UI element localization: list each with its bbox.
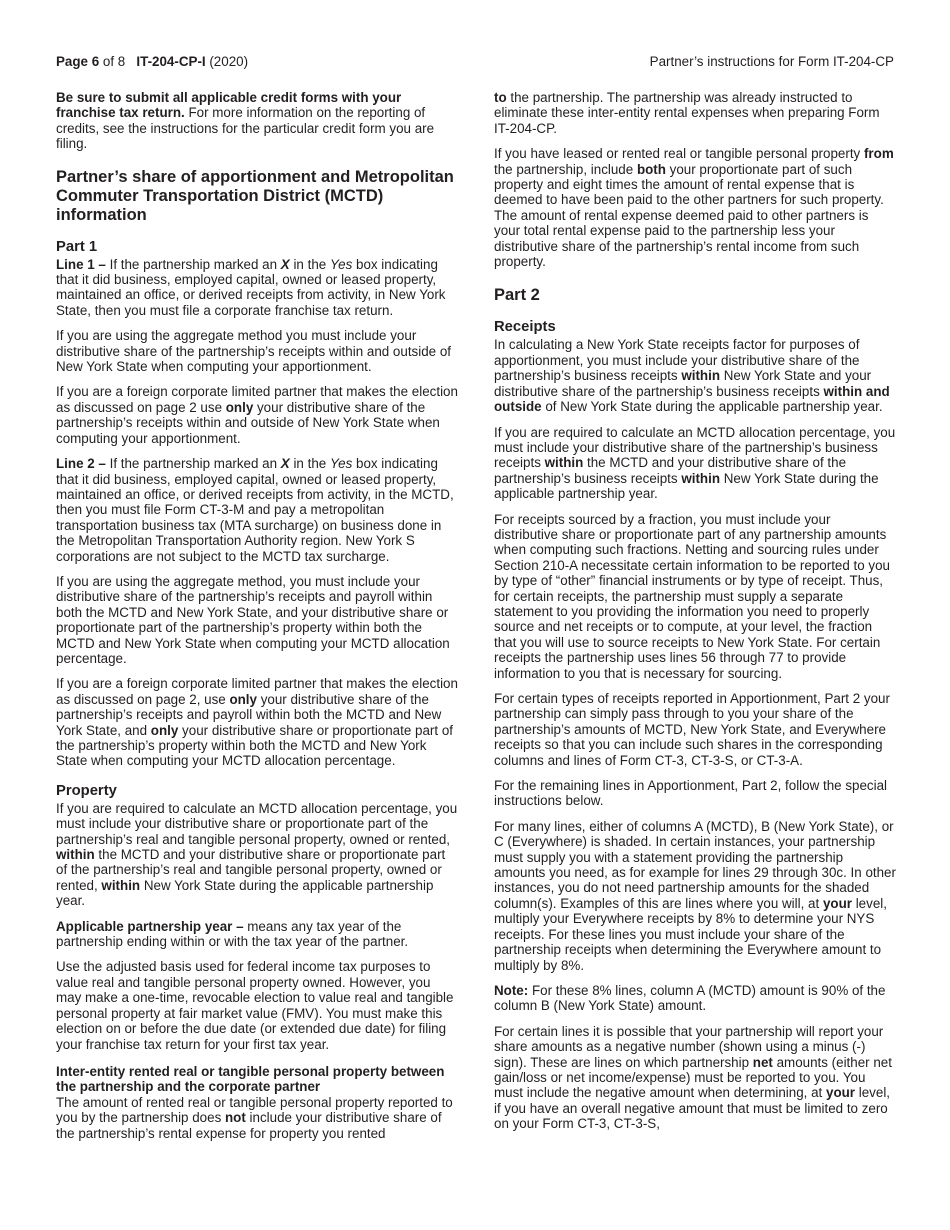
- property-title: Property: [56, 782, 117, 799]
- shaded-your: your: [822, 895, 852, 911]
- form-year: (2020): [205, 54, 249, 69]
- mctd-within-1: within: [544, 455, 584, 471]
- continuation-rest: the partnership. The partnership was already instructed to eliminate these inter-entity rental expenses when preparing Form IT-204-CP.: [494, 90, 880, 136]
- fraction-paragraph: For receipts sourced by a fraction, you must include your distributive share or proportionate part of any partnership amounts when computing such fractions. Netting and sourcing rules under Section 210-A necessitate certain information to be reported to you by type of “other” financial instruments or by type of receipt. Thus, for certain receipts, the partnership must supply a separate statement to you providing the information you need to properly source and net receipts or to compute, at your level, the fraction that you will use to source receipts to New York State. For certain receipts the partnership uses lines 56 through 77 to provide information to you that is necessary for sourcing.: [494, 511, 891, 681]
- page-of: of 8: [99, 54, 126, 69]
- line1-label: Line 1 –: [56, 256, 106, 272]
- types-paragraph: For certain types of receipts reported in Apportionment, Part 2 your partnership can simply pass through to you your share of the partnership’s amounts of MCTD, New York State, and Everywhere receipts so that you can include such shares in the corresponding columns and lines of Form CT-3, CT-3-S, or CT-3-A.: [494, 691, 890, 768]
- page-label: Page 6: [56, 54, 100, 69]
- line1-x-mark: X: [280, 256, 290, 272]
- aggregate2-paragraph: If you are using the aggregate method, you must include your distributive share of the partnership’s receipts and payroll within both the MCTD and New York State, and your distributive share or proportionate part of the partnership’s property within both the MCTD and New York State when computing your MCTD allocation percentage.: [56, 573, 450, 666]
- applicable-year-label: Applicable partnership year –: [56, 918, 244, 934]
- foreign2-paragraph: [56, 676, 458, 768]
- leased-text-a: If you have leased or rented real or tangible personal property: [494, 146, 864, 162]
- interentity-not: not: [224, 1110, 246, 1126]
- left-column: [56, 90, 458, 1151]
- interentity-paragraph: [56, 1095, 458, 1141]
- line1-text-a: If the partnership marked an: [105, 256, 281, 272]
- note-label: Note:: [494, 982, 529, 998]
- continuation-to: to: [494, 90, 507, 105]
- interentity-text-a: The amount of rented real or tangible personal property reported to you by the partnership does: [56, 1094, 453, 1126]
- property-text-b: the MCTD and your distributive share or proportionate part of the partnership’s real and tangible personal property, owned or rented,: [56, 847, 446, 893]
- receipts-within-outside: within and outside: [494, 383, 890, 415]
- receipts-text-c: of New York State during the applicable partnership year.: [541, 399, 883, 415]
- mctd-within-2: within: [681, 470, 721, 486]
- leased-text-c: your proportionate part of such property and eight times the amount of rental expense that is deemed to have been paid to the other partners for such property. The amount of rental expense deemed paid to other partners is your total rental expense paid to the partnership less your distributive share of the partnership’s rental income from such property.: [494, 161, 884, 270]
- property-text-c: New York State during the applicable partnership year.: [56, 877, 434, 909]
- mctd-text-a: If you are required to calculate an MCTD allocation percentage, you must include your distributive share of the partnership’s business receipts: [494, 424, 896, 471]
- interentity-text-b: include your distributive share of the partnership’s rental expense for property you rented: [56, 1110, 442, 1141]
- receipts-title: Receipts: [494, 319, 556, 336]
- adjusted-basis-paragraph: Use the adjusted basis used for federal income tax purposes to value real and tangible personal property owned. However, you may make a one-time, revocable election to value real and tangible personal property at fair market value (FMV). You must make this election on or before the due date (or extended due date) for filing your franchise tax return for your first tax year.: [56, 959, 454, 1052]
- property-within-1: within: [56, 847, 95, 863]
- receipts-text-b: New York State and your distributive share of the partnership’s business receipts: [494, 368, 872, 399]
- negative-your: your: [826, 1085, 856, 1101]
- page-number: [56, 54, 248, 70]
- line2-text-b: in the: [289, 456, 330, 472]
- foreign1-only: only: [225, 399, 254, 415]
- right-column: [494, 90, 896, 1142]
- line1-paragraph: [56, 257, 458, 319]
- form-code: IT-204-CP-I: [136, 54, 206, 69]
- foreign1-text-a: If you are a foreign corporate limited partner that makes the election as discussed on page 2 use: [56, 384, 458, 415]
- negative-text-a: For certain lines it is possible that your partnership will report your share amounts as a negative number (shown using a minus (-) sign). These are lines on which partnership: [494, 1023, 884, 1070]
- note-text: For these 8% lines, column A (MCTD) amount is 90% of the column B (New York State) amount.: [494, 982, 886, 1014]
- negative-net: net: [752, 1054, 773, 1070]
- aggregate1-paragraph: If you are using the aggregate method you must include your distributive share of the partnership’s receipts within and outside of New York State when computing your apportionment.: [56, 328, 451, 375]
- foreign1-paragraph: [56, 384, 458, 446]
- part2-title: Part 2: [494, 286, 540, 305]
- leased-both: both: [636, 161, 666, 177]
- line2-text-a: If the partnership marked an: [105, 456, 281, 472]
- leased-paragraph: [494, 146, 896, 269]
- shaded-columns-paragraph: [494, 819, 896, 973]
- interentity-title: Inter-entity rented real or tangible personal property between the partnership and the corporate partner: [56, 1063, 445, 1095]
- header-title: Partner’s instructions for Form IT-204-CP: [649, 54, 894, 69]
- negative-text-b: amounts (either net gain/loss or net income/expense) must be reported to you. You must include the negative amount when determining, at: [494, 1054, 892, 1101]
- intro-bold: Be sure to submit all applicable credit forms with your franchise tax return.: [56, 90, 402, 121]
- applicable-year-paragraph: [56, 919, 458, 950]
- applicable-year-text: means any tax year of the partnership ending within or with the tax year of the partner.: [56, 918, 409, 950]
- continuation-paragraph: [494, 90, 896, 136]
- foreign2-text-c: your distributive share or proportionate part of the partnership’s property within both the MCTD and New York State when computing your MCTD allocation percentage.: [56, 722, 453, 769]
- section-title: Partner’s share of apportionment and Metropolitan Commuter Transportation District (MCTD) information: [56, 167, 454, 224]
- foreign2-only-2: only: [150, 722, 179, 738]
- note-paragraph: [494, 983, 896, 1014]
- receipts-within: within: [681, 368, 721, 384]
- line2-paragraph: [56, 456, 458, 564]
- mctd-text-c: New York State during the applicable partnership year.: [494, 470, 879, 502]
- negative-amounts-paragraph: [494, 1024, 896, 1132]
- line2-x-mark: X: [280, 456, 290, 472]
- receipts-text-a: In calculating a New York State receipts factor for purposes of apportionment, you must include your distributive share of the partnership’s business receipts: [494, 337, 860, 384]
- remaining-lines-paragraph: For the remaining lines in Apportionment, Part 2, follow the special instructions below.: [494, 778, 887, 809]
- leased-text-b: the partnership, include: [494, 161, 637, 177]
- line1-text-c: box indicating that it did business, employed capital, owned or leased property, maintained an office, or derived receipts from activity, in New York State, then you must file a corporate franchise tax return.: [56, 256, 446, 318]
- line2-yes: Yes: [329, 456, 353, 472]
- mctd-text-b: the MCTD and your distributive share of the partnership’s business receipts: [494, 455, 847, 486]
- part1-title: Part 1: [56, 238, 98, 255]
- leased-from: from: [863, 146, 894, 162]
- receipts-paragraph: [494, 337, 896, 414]
- line2-text-c: box indicating that it did business, employed capital, owned or leased property, maintained an office, or derived receipts from activity, in the MCTD, then you must file Form CT-3-M and pay a metropolitan transportation business tax (MTA surcharge) on business done in the Metropolitan Transportation Authority region. New York S corporations are not subject to the MCTD tax surcharge.: [56, 456, 454, 564]
- shaded-text-a: For many lines, either of columns A (MCTD), B (New York State), or C (Everywhere) is shaded. In certain instances, your partnership must supply you with a statement providing the partnership amounts you need, as for example for lines 29 through 30c. In other instances, you do not need partnership amounts for the shaded column(s). Examples of this are lines where you will, at: [494, 818, 896, 911]
- property-within-2: within: [101, 877, 141, 893]
- line1-yes: Yes: [329, 256, 353, 272]
- intro-rest: For more information on the reporting of credits, see the instructions for the particular credit form you are filing.: [56, 105, 435, 152]
- negative-text-c: level, if you have an overall negative amount that must be limited to zero on your Form CT-3, CT-3-S,: [494, 1085, 891, 1132]
- foreign2-text-b: your distributive share of the partnership’s receipts and payroll within both the MCTD and New York State, and: [56, 691, 442, 738]
- foreign1-text-b: your distributive share of the partnership’s receipts within and outside of New York State when computing your apportionment.: [56, 399, 440, 446]
- shaded-text-b: level, multiply your Everywhere receipts by 8% to determine your NYS receipts. For these lines you must include your share of the partnership receipts when determining the Everywhere amount to multiply by 8%.: [494, 895, 887, 973]
- foreign2-only-1: only: [229, 691, 257, 707]
- intro-paragraph: [56, 90, 458, 152]
- line1-text-b: in the: [289, 256, 330, 272]
- property-paragraph: [56, 801, 458, 909]
- mctd-paragraph: [494, 425, 896, 502]
- property-text-a: If you are required to calculate an MCTD allocation percentage, you must include your distributive share or proportionate part of the partnership’s real and tangible personal property, owned or rented,: [56, 800, 458, 847]
- foreign2-text-a: If you are a foreign corporate limited partner that makes the election as discussed on page 2, use: [56, 676, 458, 707]
- line2-label: Line 2 –: [56, 456, 106, 472]
